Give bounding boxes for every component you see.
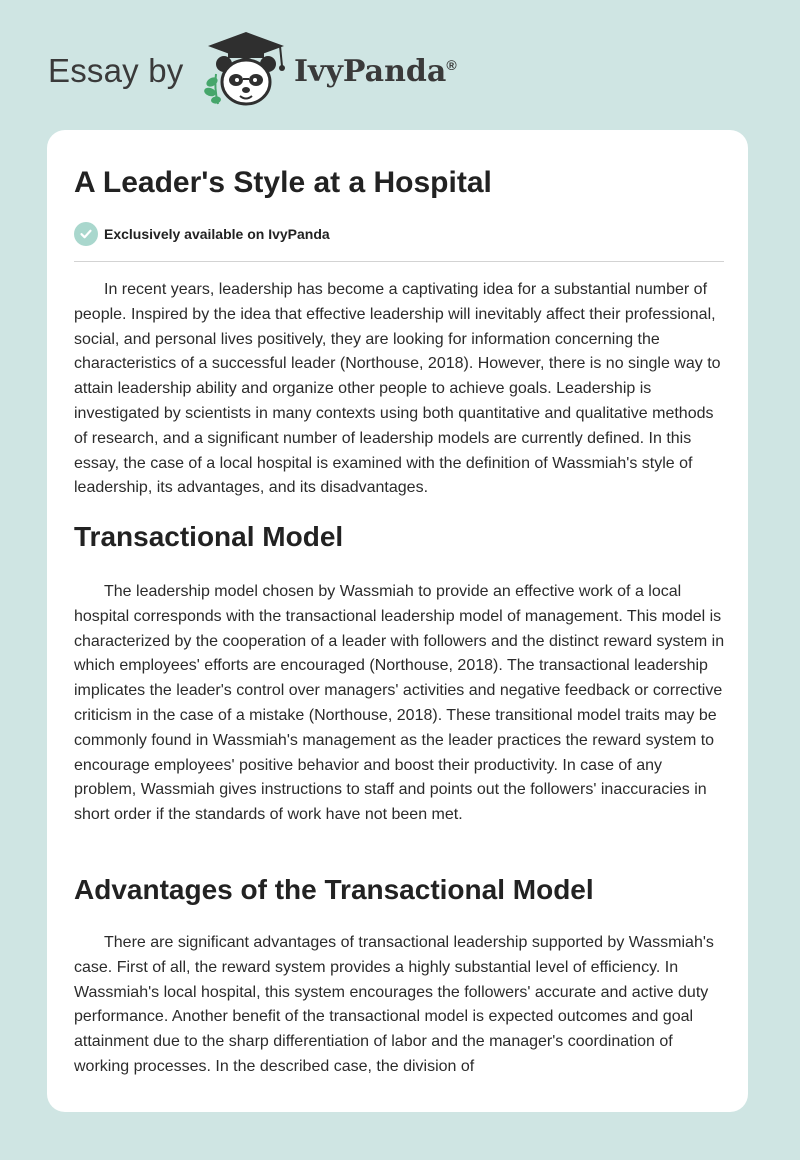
- essay-card: [47, 130, 748, 1112]
- divider: [74, 261, 724, 262]
- essay-title: A Leader's Style at a Hospital: [74, 166, 492, 199]
- site-header: [48, 30, 548, 110]
- section-heading-advantages: Advantages of the Transactional Model: [74, 874, 594, 905]
- section-heading-transactional-model: Transactional Model: [74, 521, 344, 552]
- brand-text: IvyPanda: [294, 54, 447, 89]
- essay-by-label: Essay by: [48, 52, 184, 89]
- intro-paragraph: In recent years, leadership has become a captivating idea for a substantial number of people. Inspired by the idea that effective leadership will inevitably affect their professional, social, and personal lives positively, they are looking for information concerning the characteristics of a successful leader (Northouse, 2018). However, there is no single way to attain leadership ability and organize other people to achieve goals. Leadership is investigated by scientists in many contexts using both quantitative and qualitative methods of research, and a significant number of leadership models are currently defined. In this essay, the case of a local hospital is examined with the definition of Wassmiah's style of leadership, its advantages, and its disadvantages.: [74, 281, 721, 497]
- registered-mark: ®: [446, 57, 457, 73]
- panda-graduate-icon[interactable]: [200, 30, 292, 110]
- brand-name[interactable]: [294, 54, 457, 89]
- section-paragraph-advantages: There are significant advantages of transactional leadership supported by Wassmiah's case. First of all, the reward system provides a highly substantial level of efficiency. In Wassmiah's local hospital, this system encourages the followers' accurate and active duty performance. Another benefit of the transactional model is expected outcomes and goal attainment due to the sharp differentiation of labor and the manager's coordination of working processes. In the described case, the division of: [74, 934, 714, 1075]
- exclusive-badge: [74, 221, 330, 247]
- section-paragraph-transactional-model: The leadership model chosen by Wassmiah to provide an effective work of a local hospital corresponds with the transactional leadership model of management. This model is characterized by the cooperation of a leader with followers and the distinct reward system in which employees' efforts are encouraged (Northouse, 2018). The transactional leadership implicates the leader's control over managers' activities and negative feedback or corrective criticism in the case of a mistake (Northouse, 2018). These transitional model traits may be commonly found in Wassmiah's management as the leader practices the reward system to encourage employees' positive behavior and boost their productivity. In case of any problem, Wassmiah gives instructions to staff and points out the followers' inaccuracies in short order if the standards of work have not been met.: [74, 583, 725, 824]
- check-icon: [74, 222, 98, 246]
- exclusive-label: Exclusively available on IvyPanda: [104, 226, 330, 242]
